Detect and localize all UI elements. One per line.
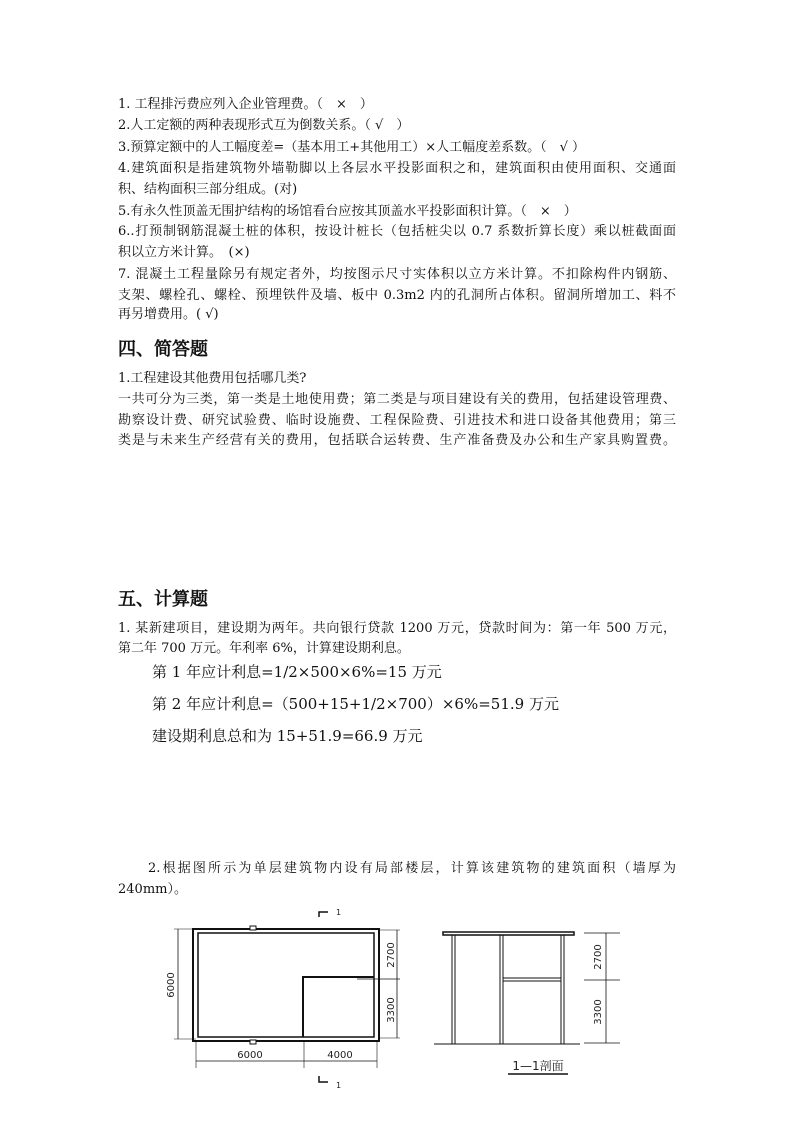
floor-plan xyxy=(174,912,400,1082)
dim-3300-section: 3300 xyxy=(593,999,604,1025)
dim-4000: 4000 xyxy=(327,1050,353,1061)
judgment-item-3: 3.预算定额中的人工幅度差=（基本用工+其他用工）×人工幅度差系数。（ √ ） xyxy=(118,140,585,155)
judgment-item-4: 4.建筑面积是指建筑物外墙勒脚以上各层水平投影面积之和，建筑面积由使用面积、交通面 xyxy=(118,161,676,176)
dim-3300-plan: 3300 xyxy=(386,997,397,1023)
short-answer-line-1: 一共可分为三类，第一类是土地使用费；第二类是与项目建设有关的费用，包括建设管理费、 xyxy=(118,392,676,407)
calc-question-2-line-1: 2.根据图所示为单层建筑物内设有局部楼层，计算该建筑物的建筑面积（墙厚为 xyxy=(148,861,676,876)
judgment-item-6-cont: 积以立方米计算。 (×) xyxy=(118,245,250,260)
judgment-item-7-cont: 支架、螺栓孔、螺栓、预埋铁件及墙、板中 0.3m2 内的孔洞所占体积。留洞所增加工、料不 xyxy=(118,288,676,303)
judgment-item-7-cont2: 再另增费用。( √) xyxy=(118,307,219,322)
calc-question-1-line-1: 1. 某新建项目，建设期为两年。共向银行贷款 1200 万元，贷款时间为：第一年 500 万元， xyxy=(118,621,676,636)
calc-step-2: 第 2 年应计利息=（500+15+1/2×700）×6%=51.9 万元 xyxy=(152,695,559,713)
judgment-item-7: 7. 混凝土工程量除另有规定者外，均按图示尺寸实体积以立方米计算。不扣除构件内钢筋、 xyxy=(118,267,676,282)
section-mark-top xyxy=(319,912,328,917)
short-answer-line-2: 勘察设计费、研究试验费、临时设施费、工程保险费、引进技术和进口设备其他费用；第三 xyxy=(118,413,676,428)
short-answer-question: 1.工程建设其他费用包括哪几类? xyxy=(118,371,307,386)
section-caption: 1—1剖面 xyxy=(512,1059,564,1073)
short-answer-line-3: 类是与未来生产经营有关的费用，包括联合运转费、生产准备费及办公和生产家具购置费。 xyxy=(118,433,676,448)
calc-question-1-line-2: 第二年 700 万元。年利率 6%，计算建设期利息。 xyxy=(118,641,410,656)
section-heading-short-answer: 四、简答题 xyxy=(118,339,208,360)
judgment-item-6: 6..打预制钢筋混凝土桩的体积，按设计桩长（包括桩尖以 0.7 系数折算长度）乘以桩截面面 xyxy=(118,224,676,239)
dim-2700-plan: 2700 xyxy=(386,942,397,968)
section-mark-bottom xyxy=(319,1076,328,1082)
judgment-item-4-cont: 积、结构面积三部分组成。(对) xyxy=(118,182,298,197)
judgment-item-2: 2.人工定额的两种表现形式互为倒数关系。（ √ ） xyxy=(118,118,410,133)
section-label-bottom: 1 xyxy=(336,1081,342,1090)
section-heading-calculation: 五、计算题 xyxy=(118,589,208,610)
section-label-top: 1 xyxy=(336,908,342,917)
calc-step-1: 第 1 年应计利息=1/2×500×6%=15 万元 xyxy=(152,663,442,681)
judgment-item-1: 1. 工程排污费应列入企业管理费。（ × ） xyxy=(118,97,373,112)
calc-question-2-line-2: 240mm）。 xyxy=(118,882,187,897)
dim-6000-vertical: 6000 xyxy=(166,972,177,998)
calc-step-3: 建设期利息总和为 15+51.9=66.9 万元 xyxy=(152,727,423,745)
judgment-item-5: 5.有永久性顶盖无围护结构的场馆看台应按其顶盖水平投影面积计算。（ × ） xyxy=(118,204,577,219)
dim-6000-horizontal: 6000 xyxy=(237,1050,263,1061)
dim-2700-section: 2700 xyxy=(593,944,604,970)
